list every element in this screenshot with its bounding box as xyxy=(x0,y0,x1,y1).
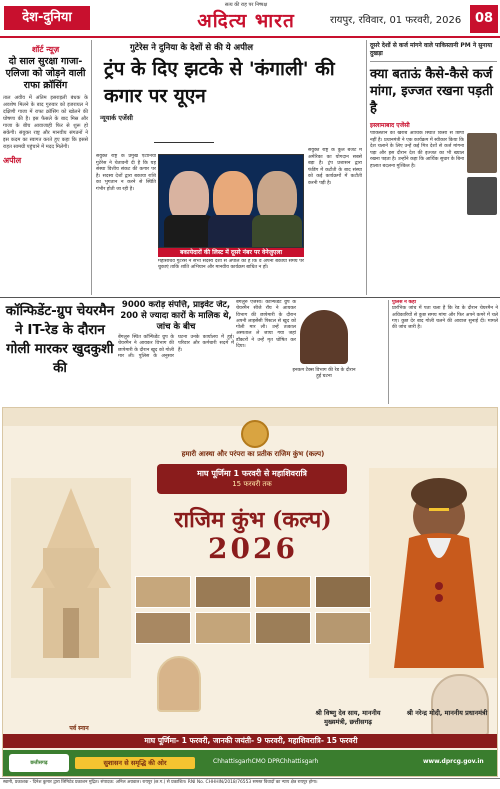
photo-text-body: महासचिव गुटेरेस ने सभी सदस्य देशों से अपील की है कि वे अपना बकाया समय पर चुकाएं ताकि शांति अभियान और मानवीय कार्यक्रम बाधित न हों। xyxy=(158,259,304,271)
it-raid-right-body: प्रारंभिक जांच में पता चला है कि रेड के दौरान चेयरमैन ने अधिकारियों से कुछ समय मांगा और फिर अपने कमरे में चले गए। कुछ देर बाद गोली चलने की आवाज सुनाई दी। मामले की जांच जारी है। xyxy=(392,306,498,331)
main-headline: ट्रंप के दिए झटके से 'कंगाली' की कगार पर यूएन xyxy=(104,58,335,107)
festival-label: पर्व स्नान xyxy=(69,725,89,732)
photo-caption: बकायेदारों की लिस्ट में दूसरे नंबर पर वेनेजुएला xyxy=(158,248,304,257)
short-news-column xyxy=(0,40,92,295)
main-story-body-left: संयुक्त राष्ट्र के प्रमुख एंटोनियो गुटेरेस ने चेतावनी दी है कि यह संस्था वित्तीय संकट की कगार पर है। सदस्य देशों द्वारा बकाया राशि का भुगतान न करने से स्थिति गंभीर होती जा रही है। xyxy=(96,154,156,192)
it-raid-subhead-block xyxy=(118,300,234,404)
byline-rule xyxy=(154,142,214,143)
ad-website: www.dprcg.gov.in xyxy=(423,758,484,765)
snan-dates-strip: माघ पूर्णिमा- 1 फरवरी, जानकी जयंती- 9 फरवरी, महाशिवरात्रि- 15 फरवरी xyxy=(3,734,498,748)
short-news-kicker: शॉर्ट न्यूज़ xyxy=(31,45,60,54)
cm-caption: श्री विष्णु देव साय, माननीय मुख्यमंत्री, छत्तीसगढ़ xyxy=(315,709,381,726)
appeal-kicker: अपील xyxy=(3,156,22,165)
pm-photo xyxy=(467,133,497,173)
logo-text: अदित्य भारत xyxy=(197,10,295,32)
pm-portrait xyxy=(431,674,489,736)
main-story-right-column xyxy=(308,148,362,294)
ad-date-box xyxy=(157,464,347,494)
ad-thumb-6 xyxy=(195,612,251,644)
ad-thumb-2 xyxy=(195,576,251,608)
short-news-body: ताल अवीव में अंतिम इसराइली बंधक के अवशेष मिलने के बाद गुरुवार को इजरायल ने दक्षिणी गाजा में राफा क्रॉसिंग को खोलने की घोषणा की है। इस फैसले के बाद मिस्र और गाजा के बीच आवाजाही फिर से शुरू हो सकेगी। संयुक्त राष्ट्र और मानवीय संगठनों ने इस कदम का स्वागत करते हुए कहा कि इससे राहत सामग्री पहुंचाने में मदद मिलेगी। xyxy=(3,95,88,150)
ad-year: 2026 xyxy=(208,532,298,565)
ad-thumb-1 xyxy=(135,576,191,608)
logo-tagline: सत्य की राह पर निष्पक्ष xyxy=(224,2,268,8)
ad-thumb-5 xyxy=(135,612,191,644)
ad-date-line-1: माघ पूर्णिमा 1 फरवरी से महाशिवरात्रि xyxy=(197,469,307,478)
right-story-body: पाकिस्तान की खराब आर्थिक स्थिति किसी से छिपी नहीं है। प्रधानमंत्री ने एक कार्यक्रम में स्वीकार किया कि देश चलाने के लिए उन्हें कई मित्र देशों से कर्ज मांगना पड़ा और इस दौरान देश की इज्जत का भी ख्याल रखना पड़ता है। उन्होंने कहा कि आर्थिक सुधार के बिना हालात बदलना मुश्किल है। xyxy=(370,131,464,169)
main-story-left-column xyxy=(96,154,156,244)
it-raid-subhead: 9000 करोड़ संपत्ति, प्राइवेट जेट, 200 से ज्यादा कारों के मालिक थे, जांच के बीच xyxy=(120,300,232,332)
it-raid-story xyxy=(4,302,116,402)
right-story-body-wrap xyxy=(370,131,497,295)
ad-thumb-3 xyxy=(255,576,311,608)
newspaper-logo xyxy=(186,2,306,36)
chairman-portrait xyxy=(300,310,348,364)
leader-suit-3 xyxy=(252,215,302,248)
sadhu-icon xyxy=(369,468,498,678)
ad-thumb-4 xyxy=(315,576,371,608)
dateline: रायपुर, रविवार, 01 फरवरी, 2026 xyxy=(330,15,462,26)
right-story-byline: इस्लामाबाद एजेंसी xyxy=(370,122,410,129)
leaders-photo xyxy=(158,154,304,248)
ad-thumb-8 xyxy=(315,612,371,644)
ad-social-handles: ChhattisgarhCMO DPRChhattisgarh xyxy=(213,758,319,765)
cm-portrait xyxy=(157,656,201,712)
photo-below-text xyxy=(158,259,304,293)
main-byline: न्यूयार्क एजेंसी xyxy=(100,114,133,122)
it-raid-center-body: बेंगलुरु एजेंसी। कॉन्फिडेंट ग्रुप के चेयरमैन सीजे रॉय ने आयकर विभाग की छापेमारी के दौरान अपनी लाइसेंसी पिस्टल से खुद को गोली मार ली। उन्हें तत्काल अस्पताल ले जाया गया जहां डॉक्टरों ने उन्हें मृत घोषित कर दिया। xyxy=(236,300,296,350)
ad-date-line-2: 15 फरवरी तक xyxy=(232,480,272,488)
ad-photo-strip xyxy=(135,576,371,646)
main-story-rail-head: गुटेरेस ने दुनिया के देशों से की ये अपील xyxy=(130,43,253,53)
page-number: 08 xyxy=(470,5,498,33)
pm-photo-secondary xyxy=(467,177,497,215)
it-raid-right xyxy=(388,300,498,404)
section-label: देश-दुनिया xyxy=(4,6,90,30)
right-story-brief: दूसरे देशों से कर्ज मांगने वाले पाकिस्तानी PM ने सुनाया दुखड़ा xyxy=(370,42,497,62)
main-story xyxy=(94,40,364,295)
ad-thumb-7 xyxy=(255,612,311,644)
police-kicker: पुलिस ने कहा xyxy=(392,300,416,305)
main-story-body-right: संयुक्त राष्ट्र के कुल बजट में अमेरिका का योगदान सबसे बड़ा है। ट्रंप प्रशासन द्वारा फंडिंग में कटौती के बाद संस्था को कई कार्यक्रमों में कटौती करनी पड़ी है। xyxy=(308,148,362,186)
pm-caption: श्री नरेन्द्र मोदी, माननीय प्रधानमंत्री xyxy=(406,709,488,717)
it-raid-headline: कॉन्फिडेंट-ग्रुप चेयरमैन ने IT-रेड के दौरान गोली मारकर खुदकुशी की xyxy=(5,303,115,376)
ad-heritage-line: हमारी आस्था और परंपरा का प्रतीक राजिम कुंभ (कल्प) xyxy=(181,450,325,458)
chairman-portrait-caption: इनकम टैक्स विभाग की रेड के दौरान हुई घटना xyxy=(292,368,356,379)
leader-suit-1 xyxy=(164,215,214,248)
right-story xyxy=(366,40,500,295)
it-raid-mid-body: बेंगलुरु स्थित कॉन्फिडेंट ग्रुप के चेयरमैन ने आयकर विभाग की छापेमारी के दौरान खुद को गोली मार ली। पुलिस के अनुसार घटना उनके कार्यालय में हुई। परिवार और कर्मचारी सदमे में हैं। xyxy=(118,335,234,359)
ad-title: राजिम कुंभ (कल्प) xyxy=(174,507,332,533)
it-raid-columns xyxy=(118,335,234,360)
right-story-headline: क्या बताऊं कैसे-कैसे कर्ज मांगा, इज्जत रखना पड़ती है xyxy=(370,67,493,116)
masthead xyxy=(0,0,500,38)
ad-bottom-strip xyxy=(3,750,498,776)
cg-government-logo: छत्तीसगढ़ xyxy=(9,754,69,772)
short-news-headline: दो साल सुरक्षा गाजा-एलिजा को जोड़ने वाली राफा क्रॉसिंग xyxy=(5,56,86,91)
temple-icon xyxy=(11,478,131,678)
imprint-footer: स्वामी, प्रकाशक - दिनेश कुमार द्वारा लिमिटेड प्रकाशन मुद्रित। संपादक: अनिल अग्रवाल। रायपुर (छ.ग.) से प्रकाशित। RNI No. CHHHIN/2018/76553 समस्त विवादों का न्याय क्षेत्र रायपुर होगा। xyxy=(0,778,500,789)
rajim-kumbh-ad xyxy=(2,407,498,777)
leader-suit-2 xyxy=(208,215,258,248)
second-row xyxy=(0,297,500,405)
ad-slogan: सुशासन से समृद्धि की ओर xyxy=(75,757,195,769)
emblem-icon xyxy=(241,420,269,448)
